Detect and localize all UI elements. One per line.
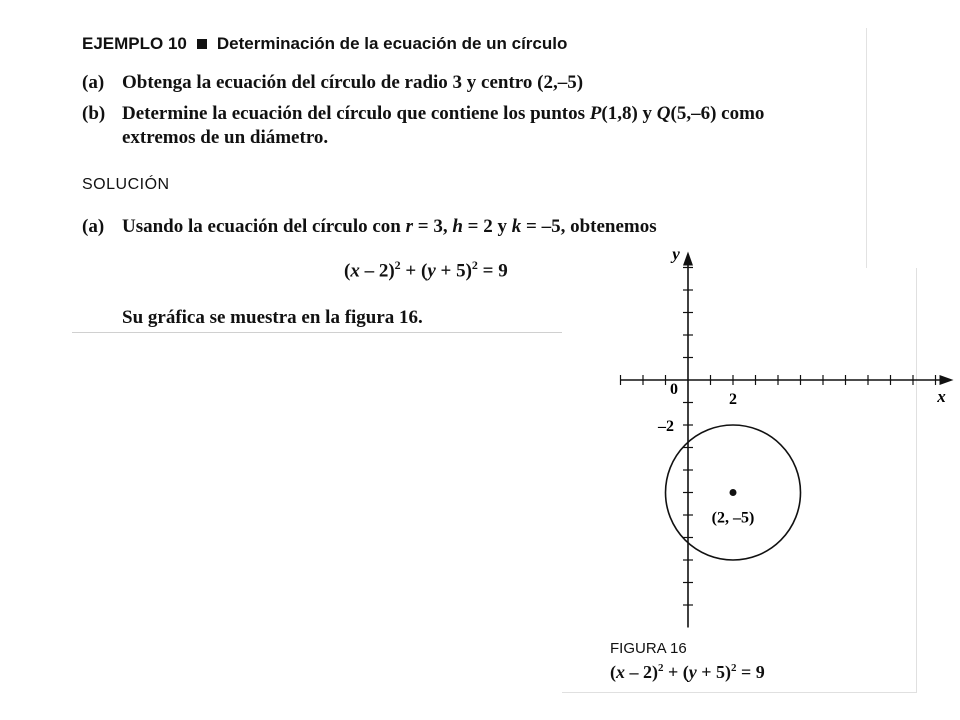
var-h: h: [452, 216, 463, 237]
var-k: k: [511, 216, 522, 237]
eq-part-3: + (: [400, 260, 428, 282]
problem-b-line-2: extremos de un diámetro.: [122, 127, 329, 148]
problem-b-label: (b): [82, 103, 106, 124]
x-tick-label-2: 2: [729, 391, 737, 408]
ticks: [621, 268, 936, 606]
square-bullet-icon: [197, 39, 207, 49]
eq-part-2: – 2): [359, 260, 395, 282]
var-r: r: [405, 216, 414, 237]
solution-a-text-1: Usando la ecuación del círculo con: [122, 216, 406, 237]
cap-eq-exp-1: 2: [658, 662, 664, 674]
origin-label: 0: [670, 381, 678, 398]
scan-edge-line: [72, 332, 562, 333]
example-heading: [82, 34, 567, 54]
problem-a: [82, 72, 583, 94]
point-q-coords: (5,–6) como: [670, 103, 765, 124]
h-eq: = 2 y: [462, 216, 512, 237]
cap-eq-x: x: [616, 662, 625, 682]
cap-eq-part-3: + (: [663, 662, 689, 682]
problem-a-label: (a): [82, 72, 105, 93]
figure-caption: FIGURA 16: [610, 640, 687, 657]
point-q: Q: [656, 103, 671, 124]
graph-note: Su gráfica se muestra en la figura 16.: [122, 307, 423, 328]
y-axis-arrow-icon: [683, 252, 693, 266]
solution-heading: SOLUCIÓN: [82, 176, 170, 193]
eq-part-1: (: [344, 260, 351, 282]
eq-part-5: = 9: [477, 260, 508, 282]
axes: [621, 252, 954, 628]
center-point: [730, 489, 737, 496]
y-axis-label: y: [672, 244, 680, 264]
example-title: Determinación de la ecuación de un círculo: [216, 34, 568, 53]
x-axis-label: x: [937, 387, 946, 406]
eq-y: y: [427, 260, 436, 282]
eq-exp-1: 2: [394, 258, 401, 272]
cap-eq-part-1: (: [610, 662, 616, 682]
y-tick-label-minus-2: –2: [658, 418, 674, 435]
scan-edge-vertical: [866, 28, 867, 268]
k-eq: = –5, obtenemos: [521, 216, 657, 237]
problem-a-text: Obtenga la ecuación del círculo de radio 3 y centro (2,–5): [122, 72, 584, 93]
figure-16-graph: [600, 244, 946, 630]
eq-exp-2: 2: [471, 258, 478, 272]
center-label: (2, –5): [711, 509, 755, 527]
solution-a: [82, 216, 657, 238]
cap-eq-part-2: – 2): [625, 662, 658, 682]
problem-b: [82, 103, 764, 125]
cap-eq-exp-2: 2: [731, 662, 737, 674]
cap-eq-y: y: [688, 662, 697, 682]
x-axis-arrow-icon: [940, 375, 954, 385]
eq-x: x: [350, 260, 360, 282]
r-eq: = 3,: [413, 216, 453, 237]
point-p: P: [589, 103, 602, 124]
solution-a-label: (a): [82, 216, 105, 237]
point-p-coords: (1,8) y: [601, 103, 657, 124]
cap-eq-part-4: + 5): [696, 662, 732, 682]
problem-b-text-1: Determine la ecuación del círculo que contiene los puntos: [122, 103, 590, 124]
figure-caption-equation: [610, 662, 765, 683]
cap-eq-part-5: = 9: [736, 662, 765, 682]
example-label: EJEMPLO 10: [82, 34, 187, 53]
eq-part-4: + 5): [435, 260, 472, 282]
circle-equation: [344, 258, 508, 282]
